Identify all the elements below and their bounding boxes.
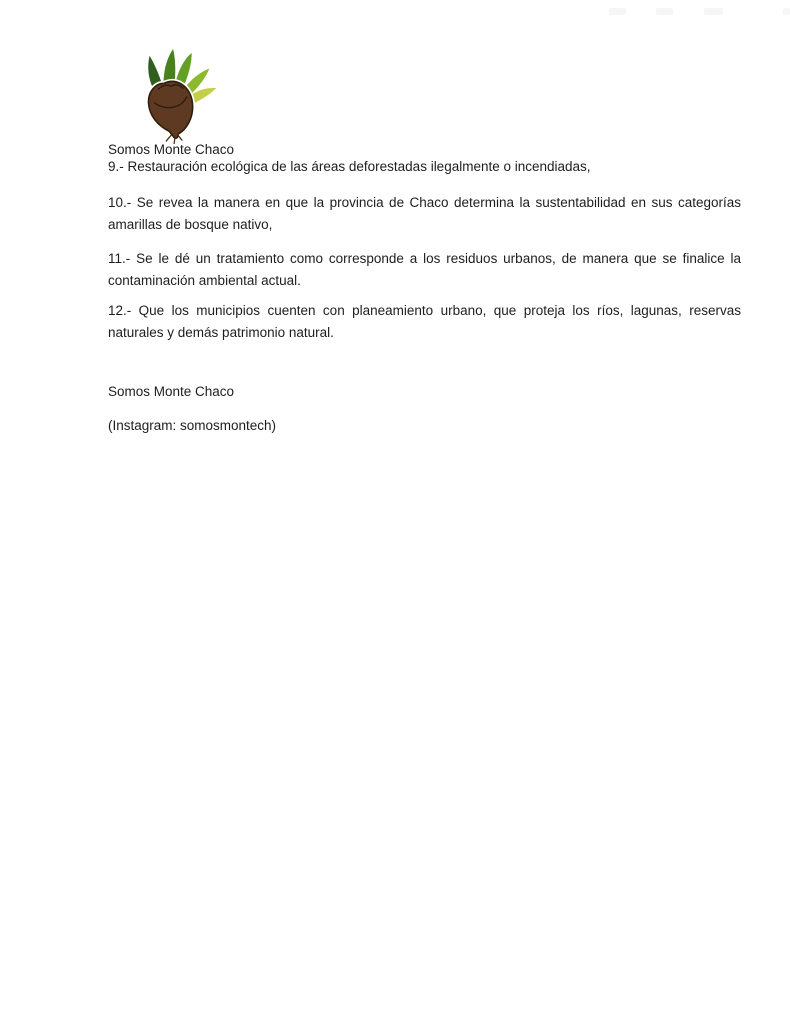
instagram-line: (Instagram: somosmontech): [108, 418, 277, 433]
org-name-line: Somos Monte Chaco: [108, 142, 235, 157]
paragraph-9: 9.- Restauración ecológica de las áreas deforestadas ilegalmente o incendiadas,: [108, 159, 591, 174]
somos-monte-chaco-logo: [132, 46, 222, 144]
faded-ui-artifact: [783, 8, 790, 15]
paragraph-11: 11.- Se le dé un tratamiento como corresponde a los residuos urbanos, de manera que se finalice la contaminación ambiental actual.: [108, 251, 741, 288]
paragraph-12: 12.- Que los municipios cuenten con planeamiento urbano, que proteja los ríos, lagunas, reservas naturales y demás patrimonio natural.: [108, 303, 741, 340]
paragraph-10: 10.- Se revea la manera en que la provincia de Chaco determina la sustentabilidad en sus categorías amarillas de bosque nativo,: [108, 195, 741, 232]
faded-ui-artifact: [609, 8, 626, 15]
logo-fist: [148, 81, 192, 138]
document-body: [108, 141, 741, 434]
faded-ui-artifact: [656, 8, 673, 15]
signature-line: Somos Monte Chaco: [108, 384, 235, 399]
fist-sprouting-leaves-icon: [132, 46, 222, 144]
faded-ui-artifact: [704, 8, 723, 15]
